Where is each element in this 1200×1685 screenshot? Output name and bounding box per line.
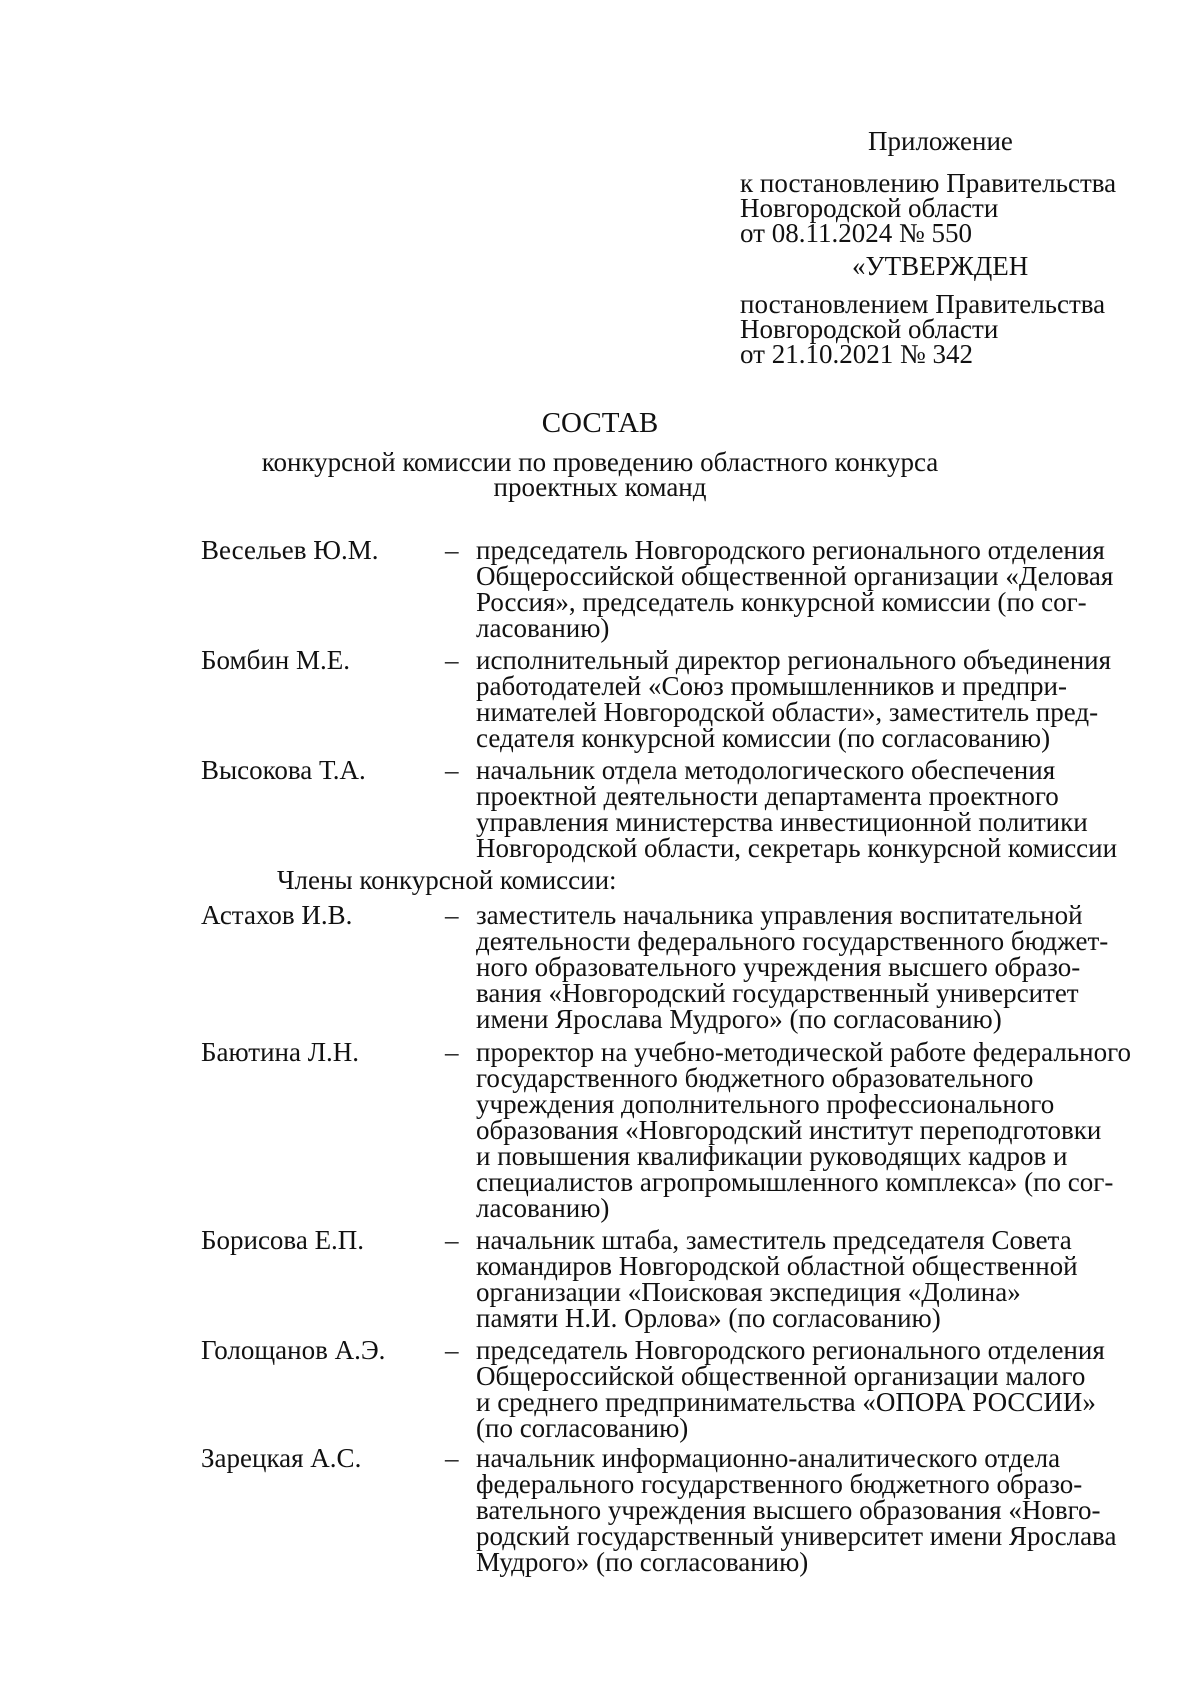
description-line: учреждения дополнительного профессионального [476,1089,1055,1119]
member-dash: – [445,1225,459,1255]
member-name: Весельев Ю.М. [201,535,379,565]
approved-by-line-2: Новгородской области [740,314,999,344]
member-description [476,757,1136,861]
member-dash: – [445,1037,459,1067]
member-dash: – [445,645,459,675]
description-line: ласованию) [476,613,610,643]
description-line: начальник штаба, заместитель председателя Совета [476,1225,1072,1255]
description-line: проректор на учебно-методической работе федерального [476,1037,1132,1067]
member-description [476,1445,1136,1575]
description-line: председатель Новгородского регионального отделения [476,535,1105,565]
description-line: ного образовательного учреждения высшего образо- [476,952,1081,982]
description-line: Россия», председатель конкурсной комиссии (по сог- [476,587,1087,617]
description-line: Новгородской области, секретарь конкурсной комиссии [476,833,1118,863]
member-description [476,902,1136,1032]
member-dash: – [445,535,459,565]
description-line: организации «Поисковая экспедиция «Долина» [476,1277,1021,1307]
member-description [476,537,1136,641]
description-line: вания «Новгородский государственный университет [476,978,1079,1008]
member-name: Борисова Е.П. [201,1225,365,1255]
description-line: ласованию) [476,1193,610,1223]
description-line: Мудрого» (по согласованию) [476,1547,809,1577]
document-title: СОСТАВ [541,407,659,439]
description-line: командиров Новгородской областной общественной [476,1251,1078,1281]
decree-ref-line-3: от 08.11.2024 № 550 [740,218,972,248]
description-line: (по согласованию) [476,1413,689,1443]
description-line: Общероссийской общественной организации малого [476,1361,1086,1391]
description-line: исполнительный директор регионального объединения [476,645,1112,675]
description-line: проектной деятельности департамента проектного [476,781,1059,811]
decree-ref-line-2: Новгородской области [740,193,999,223]
description-line: родский государственный университет имени Ярослава [476,1521,1117,1551]
description-line: образования «Новгородский институт переподготовки [476,1115,1102,1145]
document-subtitle-line-2: проектных команд [493,472,707,502]
description-line: седателя конкурсной комиссии (по согласованию) [476,723,1051,753]
member-name: Голощанов А.Э. [201,1335,386,1365]
description-line: начальник информационно-аналитического отдела [476,1443,1061,1473]
description-line: деятельности федерального государственного бюджет- [476,926,1109,956]
member-name: Баютина Л.Н. [201,1037,360,1067]
member-dash: – [445,1443,459,1473]
description-line: председатель Новгородского регионального отделения [476,1335,1105,1365]
description-line: специалистов агропромышленного комплекса» (по сог- [476,1167,1114,1197]
approved-by-line-1: постановлением Правительства [740,289,1106,319]
description-line: заместитель начальника управления воспитательной [476,900,1083,930]
approved-label: «УТВЕРЖДЕН [852,251,1029,281]
appendix-label: Приложение [868,126,1013,156]
member-dash: – [445,1335,459,1365]
description-line: федерального государственного бюджетного образо- [476,1469,1083,1499]
description-line: нимателей Новгородской области», заместитель пред- [476,697,1099,727]
member-dash: – [445,755,459,785]
decree-ref-line-1: к постановлению Правительства [740,168,1117,198]
description-line: вательного учреждения высшего образования «Новго- [476,1495,1101,1525]
member-name: Бомбин М.Е. [201,645,350,675]
member-description [476,1337,1136,1441]
description-line: памяти Н.И. Орлова» (по согласованию) [476,1303,941,1333]
member-dash: – [445,900,459,930]
description-line: Общероссийской общественной организации «Деловая [476,561,1114,591]
members-heading: Члены конкурсной комиссии: [277,865,617,895]
description-line: работодателей «Союз промышленников и предпри- [476,671,1067,701]
description-line: имени Ярослава Мудрого» (по согласованию) [476,1004,1002,1034]
member-name: Высокова Т.А. [201,755,366,785]
member-description [476,1039,1136,1221]
member-name: Астахов И.В. [201,900,353,930]
description-line: начальник отдела методологического обеспечения [476,755,1056,785]
member-description [476,1227,1136,1331]
member-description [476,647,1136,751]
description-line: и среднего предпринимательства «ОПОРА РОССИИ» [476,1387,1096,1417]
member-name: Зарецкая А.С. [201,1443,362,1473]
approved-by-line-3: от 21.10.2021 № 342 [740,339,973,369]
document-subtitle-line-1: конкурсной комиссии по проведению областного конкурса [261,447,939,477]
description-line: и повышения квалификации руководящих кадров и [476,1141,1068,1171]
description-line: государственного бюджетного образовательного [476,1063,1034,1093]
description-line: управления министерства инвестиционной политики [476,807,1088,837]
